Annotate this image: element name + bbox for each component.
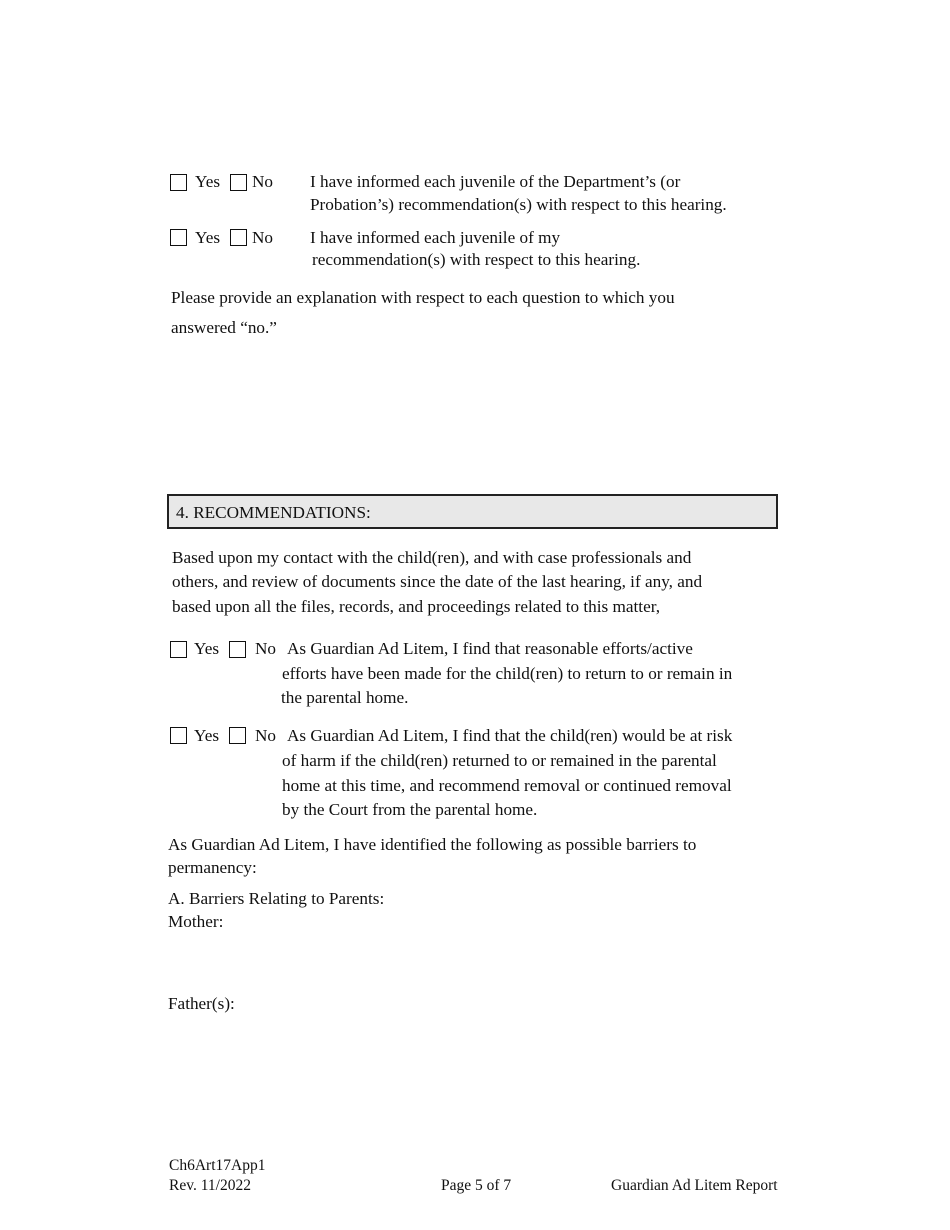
finding-1-line2: efforts have been made for the child(ren) to return to or remain in <box>282 664 733 683</box>
finding-2-no-checkbox[interactable] <box>229 727 246 744</box>
recommendations-intro-line1: Based upon my contact with the child(ren), and with case professionals and <box>172 548 692 567</box>
question-2-text-line2: recommendation(s) with respect to this hearing. <box>312 250 641 269</box>
finding-2-yes-checkbox[interactable] <box>170 727 187 744</box>
question-2-no-label: No <box>252 228 274 247</box>
finding-2-yes-label: Yes <box>194 726 220 745</box>
finding-1-no-checkbox[interactable] <box>229 641 246 658</box>
finding-2-line2: of harm if the child(ren) returned to or remained in the parental <box>282 751 717 770</box>
mother-label: Mother: <box>168 912 224 931</box>
question-1-text-line1: I have informed each juvenile of the Department’s (or <box>310 172 681 191</box>
question-1-yes-label: Yes <box>195 172 221 191</box>
finding-1-line3: the parental home. <box>281 688 409 707</box>
recommendations-intro-line2: others, and review of documents since the date of the last hearing, if any, and <box>172 572 703 591</box>
father-barriers-answer-area[interactable] <box>168 1017 776 1137</box>
footer-revision: Rev. 11/2022 <box>169 1177 251 1194</box>
barriers-intro-line1: As Guardian Ad Litem, I have identified the following as possible barriers to <box>168 835 697 854</box>
question-1-text-line2: Probation’s) recommendation(s) with respect to this hearing. <box>310 195 727 214</box>
question-2-yes-checkbox[interactable] <box>170 229 187 246</box>
footer-form-title: Guardian Ad Litem Report <box>611 1177 778 1194</box>
section-4-title: 4. RECOMMENDATIONS: <box>176 503 371 522</box>
finding-2-no-label: No <box>255 726 277 745</box>
finding-1-no-label: No <box>255 639 277 658</box>
explanation-prompt-line1: Please provide an explanation with respect to each question to which you <box>171 288 675 307</box>
section-4-heading <box>167 494 778 529</box>
finding-2-line1: As Guardian Ad Litem, I find that the child(ren) would be at risk <box>287 726 733 745</box>
explanation-prompt-line2: answered “no.” <box>171 318 277 337</box>
question-2-text-line1: I have informed each juvenile of my <box>310 228 561 247</box>
explanation-answer-area[interactable] <box>171 345 777 485</box>
mother-barriers-answer-area[interactable] <box>168 935 776 990</box>
finding-1-yes-checkbox[interactable] <box>170 641 187 658</box>
question-1-no-checkbox[interactable] <box>230 174 247 191</box>
finding-1-yes-label: Yes <box>194 639 220 658</box>
barriers-intro-line2: permanency: <box>168 858 257 877</box>
finding-2-line4: by the Court from the parental home. <box>282 800 538 819</box>
footer-page-number: Page 5 of 7 <box>441 1177 512 1194</box>
question-2-no-checkbox[interactable] <box>230 229 247 246</box>
footer-form-code: Ch6Art17App1 <box>169 1157 266 1174</box>
barriers-parents-heading: A. Barriers Relating to Parents: <box>168 889 385 908</box>
question-1-no-label: No <box>252 172 274 191</box>
father-label: Father(s): <box>168 994 235 1013</box>
recommendations-intro-line3: based upon all the files, records, and proceedings related to this matter, <box>172 597 661 616</box>
question-2-yes-label: Yes <box>195 228 221 247</box>
finding-1-line1: As Guardian Ad Litem, I find that reasonable efforts/active <box>287 639 693 658</box>
finding-2-line3: home at this time, and recommend removal or continued removal <box>282 776 732 795</box>
question-1-yes-checkbox[interactable] <box>170 174 187 191</box>
